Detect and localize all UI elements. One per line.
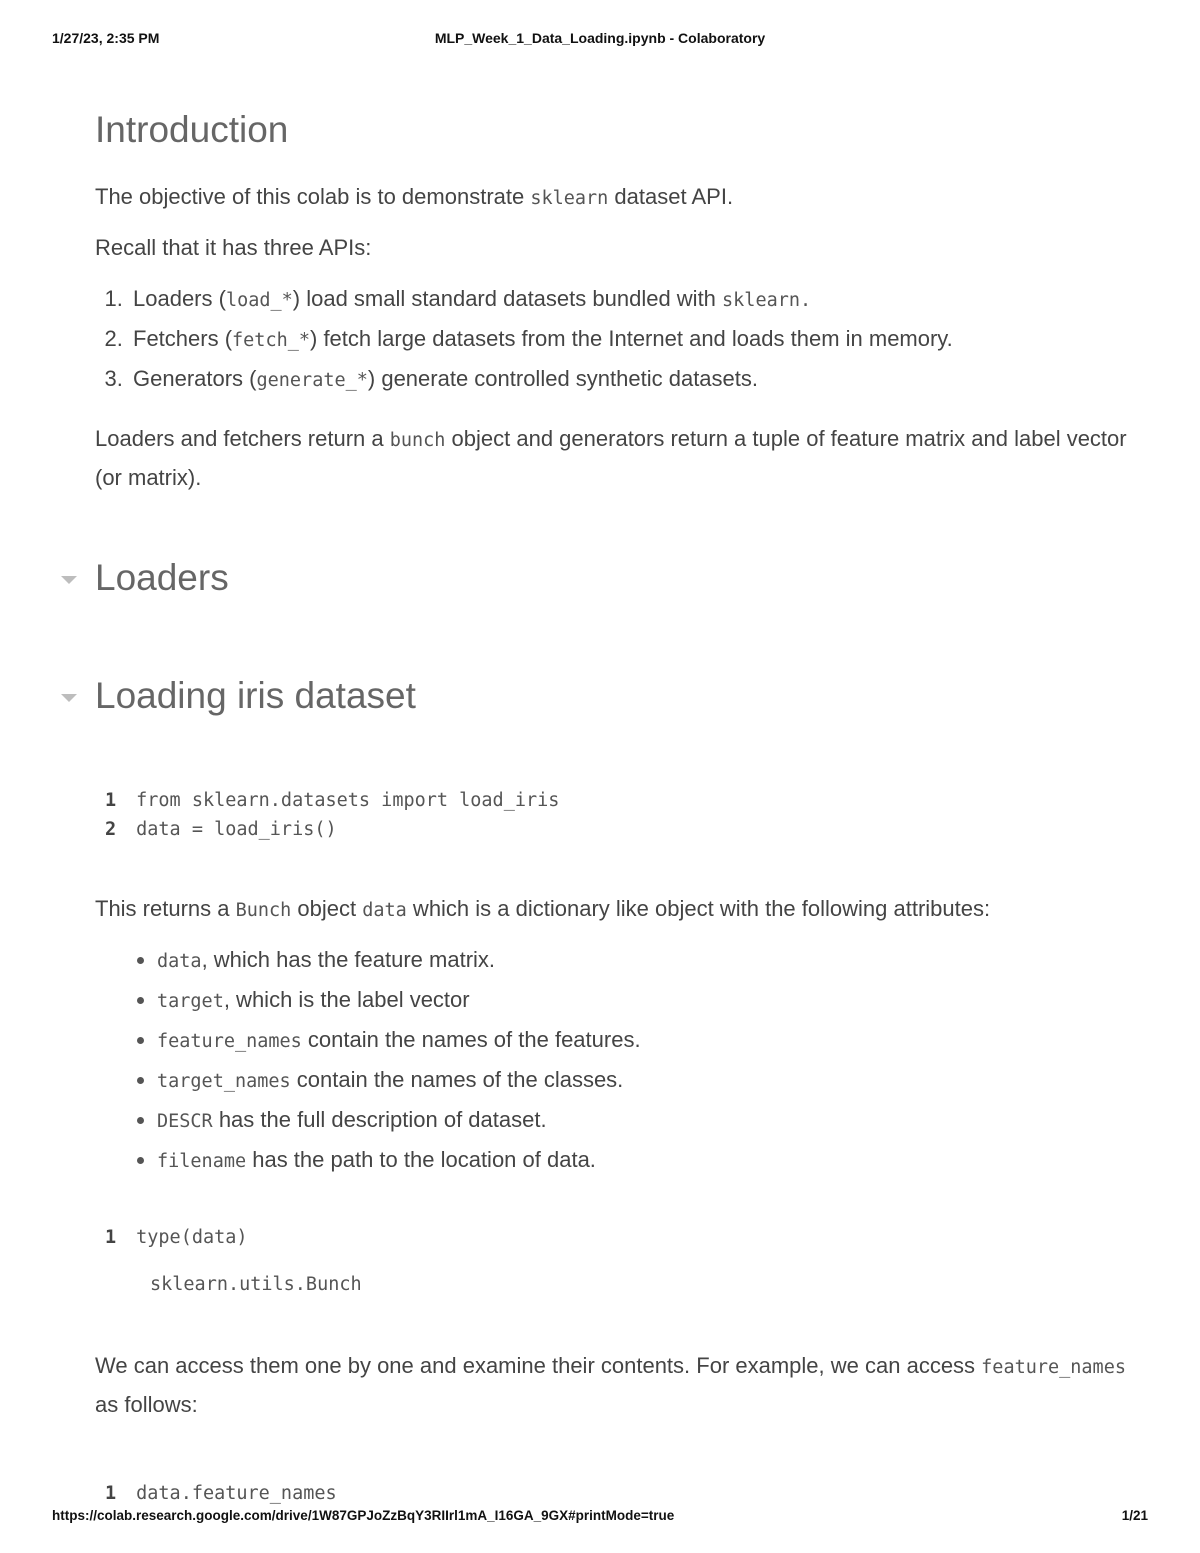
inline-code: Bunch	[235, 900, 292, 921]
api-list	[95, 280, 1155, 400]
inline-code: sklearn.	[722, 290, 812, 311]
print-datetime: 1/27/23, 2:35 PM	[52, 30, 160, 46]
text: Loaders and fetchers return a	[95, 426, 390, 451]
inline-code: bunch	[389, 430, 446, 451]
line-number: 1	[105, 790, 117, 811]
print-header	[52, 30, 1148, 46]
inline-code: DESCR	[157, 1111, 213, 1132]
text: object	[291, 896, 363, 921]
text: This returns a	[95, 896, 236, 921]
inline-code: sklearn	[530, 188, 609, 209]
loaders-heading: Loaders	[95, 557, 229, 598]
intro-paragraph-2: Recall that it has three APIs:	[95, 235, 372, 260]
code-line	[105, 1223, 1155, 1252]
inline-code: feature_names	[981, 1357, 1126, 1378]
code-text: data = load_iris()	[136, 819, 337, 840]
collapse-arrow-icon[interactable]	[61, 576, 77, 584]
collapse-arrow-icon[interactable]	[61, 694, 77, 702]
print-footer	[52, 1508, 1148, 1523]
inline-code: data	[362, 900, 407, 921]
iris-heading: Loading iris dataset	[95, 675, 416, 716]
iris-section	[95, 674, 1155, 718]
print-url: https://colab.research.google.com/drive/1W87GPJoZzBqY3RIIrl1mA_I16GA_9GX#printMode=true	[52, 1508, 675, 1523]
inline-code: data	[157, 951, 202, 972]
list-item	[129, 320, 1155, 360]
text: ) load small standard datasets bundled with	[292, 286, 723, 311]
bunch-paragraph	[95, 890, 1155, 929]
code-cell[interactable]	[105, 786, 1155, 844]
line-number: 2	[105, 819, 117, 840]
inline-code: generate_*	[256, 370, 368, 391]
code-line	[105, 815, 1155, 844]
list-item	[157, 1021, 1155, 1061]
inline-code: target_names	[157, 1071, 291, 1092]
list-item	[157, 941, 1155, 981]
text: , which is the label vector	[223, 987, 470, 1012]
code-text: from sklearn.datasets import load_iris	[136, 790, 560, 811]
text: as follows:	[95, 1392, 198, 1417]
text: object and generators return a tuple of feature matrix and label vector (or matrix).	[95, 426, 1127, 490]
attribute-list	[95, 941, 1155, 1181]
loaders-section	[95, 556, 1155, 600]
text: contain the names of the classes.	[290, 1067, 624, 1092]
feature-names-paragraph	[95, 1347, 1155, 1423]
text: has the full description of dataset.	[212, 1107, 547, 1132]
list-item	[157, 981, 1155, 1021]
notebook-content	[95, 108, 1155, 1508]
intro-paragraph-3	[95, 420, 1155, 496]
code-cell[interactable]	[105, 1479, 1155, 1508]
text: ) fetch large datasets from the Internet and loads them in memory.	[310, 326, 953, 351]
text: Fetchers (	[133, 326, 233, 351]
list-item	[157, 1101, 1155, 1141]
text: contain the names of the features.	[301, 1027, 641, 1052]
text: ) generate controlled synthetic datasets.	[367, 366, 759, 391]
line-number: 1	[105, 1227, 117, 1248]
code-line	[105, 786, 1155, 815]
code-line	[105, 1479, 1155, 1508]
text: has the path to the location of data.	[246, 1147, 596, 1172]
text: We can access them one by one and examine their contents. For example, we can access	[95, 1353, 982, 1378]
code-text: data.feature_names	[136, 1483, 337, 1504]
list-item	[129, 280, 1155, 320]
print-title: MLP_Week_1_Data_Loading.ipynb - Colaboratory	[434, 30, 766, 46]
text: The objective of this colab is to demonstrate	[95, 184, 531, 209]
inline-code: feature_names	[157, 1031, 302, 1052]
inline-code: fetch_*	[232, 330, 310, 351]
inline-code: target	[157, 991, 224, 1012]
print-page-number: 1/21	[1121, 1508, 1148, 1523]
list-item	[157, 1061, 1155, 1101]
code-text: type(data)	[136, 1227, 248, 1248]
text: Loaders (	[133, 286, 226, 311]
inline-code: load_*	[225, 290, 293, 311]
text: , which has the feature matrix.	[201, 947, 496, 972]
text: which is a dictionary like object with the following attributes:	[406, 896, 991, 921]
inline-code: filename	[157, 1151, 247, 1172]
text: dataset API.	[608, 184, 734, 209]
cell-output: sklearn.utils.Bunch	[150, 1274, 362, 1295]
list-item	[157, 1141, 1155, 1181]
line-number: 1	[105, 1483, 117, 1504]
text: Generators (	[133, 366, 257, 391]
introduction-heading: Introduction	[95, 109, 289, 150]
list-item	[129, 360, 1155, 400]
code-cell[interactable]	[105, 1223, 1155, 1252]
intro-paragraph-1	[95, 178, 1155, 217]
